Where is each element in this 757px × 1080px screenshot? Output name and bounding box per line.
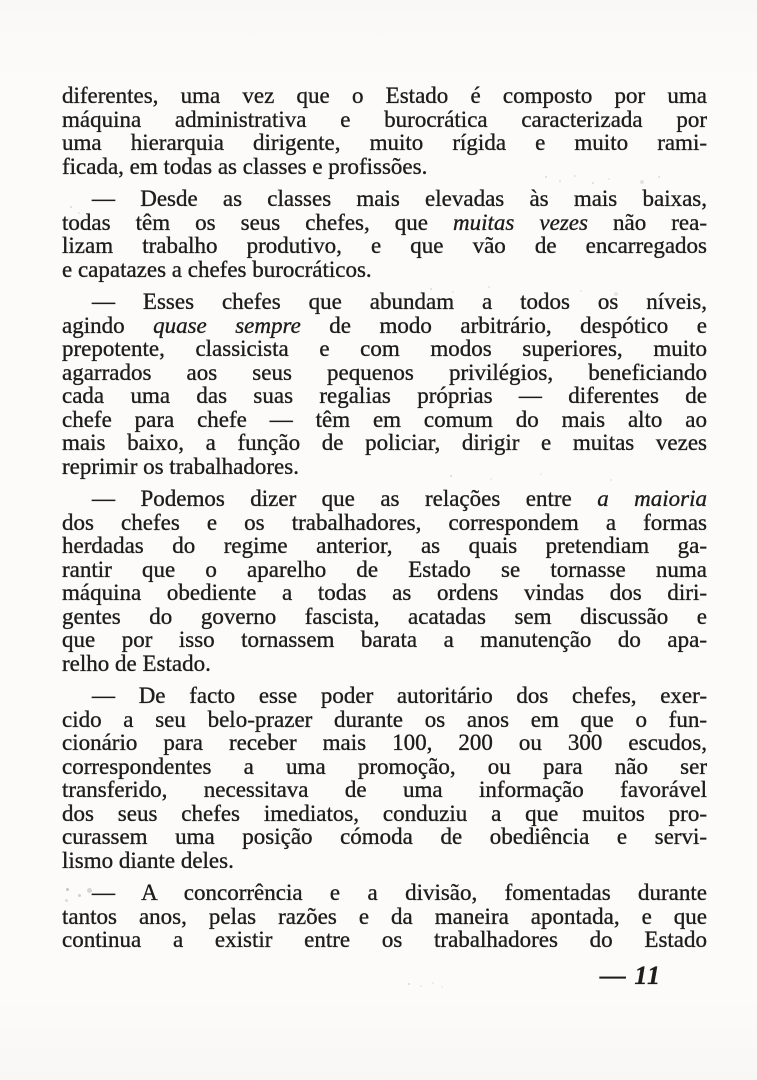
paragraph <box>62 881 707 952</box>
paragraph <box>62 187 707 281</box>
paragraph <box>62 290 707 478</box>
page-number: — 11 <box>599 960 661 990</box>
text-line: lismo diante deles. <box>62 847 234 873</box>
text-line: — Podemos dizer que as relações entre a maioria <box>92 486 708 511</box>
paragraphs-container <box>62 84 707 952</box>
text-line: ficada, em todas as classes e profissões. <box>62 153 428 179</box>
text-line: herdadas do regime anterior, as quais pretendiam ga- <box>62 533 707 558</box>
text-line: cionário para receber mais 100, 200 ou 300 escudos, <box>62 730 707 755</box>
text-line: mais baixo, a função de policiar, dirigir e muitas vezes <box>62 430 707 455</box>
text-line: máquina administrativa e burocrática caracterizada por <box>62 106 707 132</box>
text-line: tantos anos, pelas razões e da maneira apontada, e que <box>62 903 707 929</box>
text-line: prepotente, classicista e com modos superiores, muito <box>62 336 707 361</box>
text-line: continua a existir entre os trabalhadores do Estado <box>62 927 707 952</box>
text-line: que por isso tornassem barata a manutenção do apa- <box>62 627 707 652</box>
text-line: dos seus chefes imediatos, conduziu a que muitos pro- <box>62 800 707 826</box>
text-line: uma hierarquia dirigente, muito rígida e muito rami- <box>62 130 707 155</box>
text-line: agindo quase sempre de modo arbitrário, despótico e <box>62 312 707 338</box>
text-line: — De facto esse poder autoritário dos chefes, exer- <box>92 683 707 708</box>
text-line: cada uma das suas regalias próprias — diferentes de <box>62 383 707 408</box>
text-line: reprimir os trabalhadores. <box>62 453 299 479</box>
paragraph <box>62 487 707 675</box>
text-line: relho de Estado. <box>62 650 211 676</box>
text-line: — Desde as classes mais elevadas às mais baixas, <box>92 186 707 211</box>
text-line: rantir que o aparelho de Estado se tornasse numa <box>62 556 707 582</box>
text-line: dos chefes e os trabalhadores, correspondem a formas <box>62 509 707 535</box>
text-line: lizam trabalho produtivo, e que vão de encarregados <box>62 233 707 258</box>
text-line: chefe para chefe — têm em comum do mais alto ao <box>62 406 707 432</box>
paragraph <box>62 84 707 178</box>
text-line: máquina obediente a todas as ordens vindas dos diri- <box>62 580 707 605</box>
text-line: cido a seu belo-prazer durante os anos em que o fun- <box>62 706 707 732</box>
text-line: diferentes, uma vez que o Estado é composto por uma <box>62 83 707 108</box>
text-line: correspondentes a uma promoção, ou para não ser <box>62 753 707 779</box>
text-line: gentes do governo fascista, acatadas sem discussão e <box>62 603 707 629</box>
text-line: agarrados aos seus pequenos privilégios, beneficiando <box>62 359 707 385</box>
text-line: transferido, necessitava de uma informação favorável <box>62 777 707 802</box>
text-line: curassem uma posição cómoda de obediência e servi- <box>62 824 707 849</box>
text-line: todas têm os seus chefes, que muitas vezes não rea- <box>62 209 707 235</box>
text-line: — Esses chefes que abundam a todos os níveis, <box>92 289 707 314</box>
text-line: — A concorrência e a divisão, fomentadas durante <box>92 880 707 905</box>
paragraph <box>62 684 707 872</box>
text-line: e capatazes a chefes burocráticos. <box>62 256 372 282</box>
page-text-block <box>62 84 707 991</box>
